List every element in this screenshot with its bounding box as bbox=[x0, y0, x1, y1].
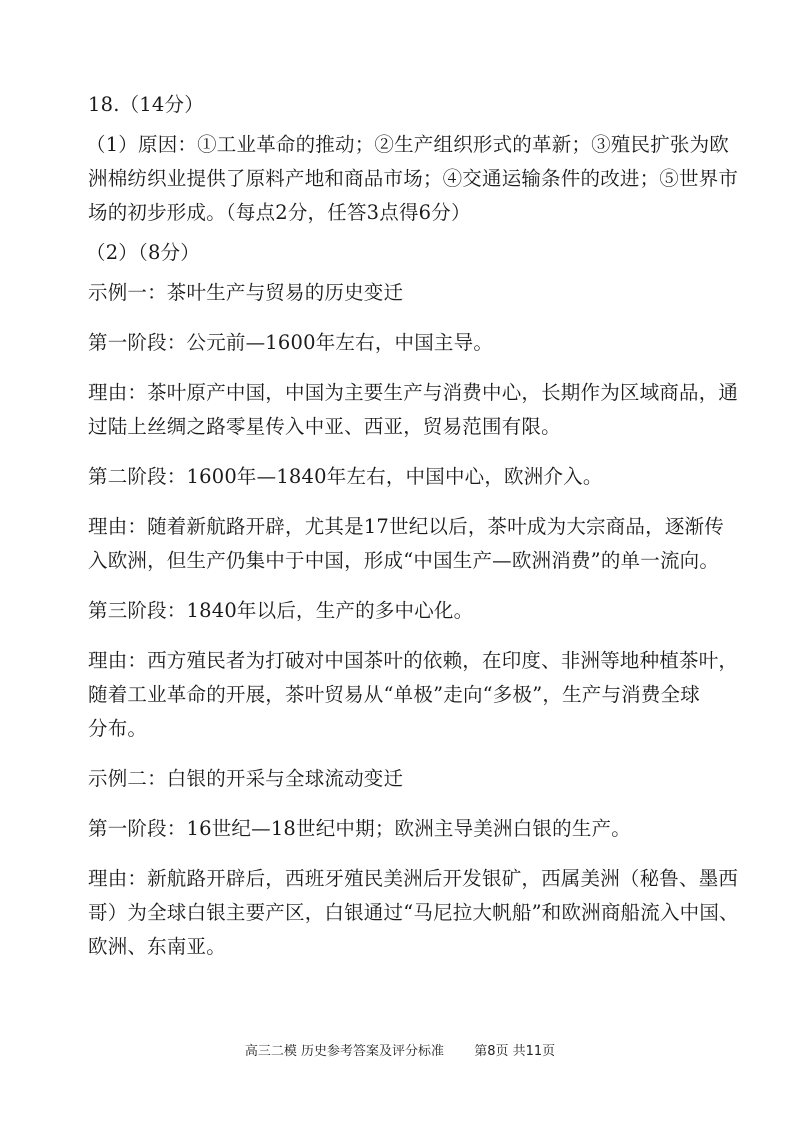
example1-stage2: 第二阶段：1600年—1840年左右，中国中心，欧洲介入。 bbox=[88, 465, 603, 488]
question-header: 18.（14分） bbox=[88, 93, 204, 116]
part2-header: （2）（8分） bbox=[86, 241, 200, 264]
page-footer bbox=[0, 1043, 800, 1061]
example2-reason1 bbox=[88, 862, 739, 964]
reason-line: 理由：西方殖民者为打破对中国茶叶的依赖，在印度、非洲等地种植茶叶， bbox=[88, 649, 739, 672]
reason-line: 欧洲、东南亚。 bbox=[88, 935, 226, 958]
example1-stage1: 第一阶段：公元前—1600年左右，中国主导。 bbox=[88, 331, 494, 354]
example1-title: 示例一：茶叶生产与贸易的历史变迁 bbox=[88, 281, 404, 304]
footer-page-number: 第8页 共11页 bbox=[474, 1044, 556, 1059]
answer-content bbox=[86, 88, 739, 964]
reason-line: 随着工业革命的开展，茶叶贸易从“单极”走向“多极”，生产与消费全球 bbox=[88, 683, 700, 706]
reason-line: 理由：新航路开辟后，西班牙殖民美洲后开发银矿，西属美洲（秘鲁、墨西 bbox=[88, 867, 739, 890]
example1-reason2 bbox=[88, 510, 728, 578]
reason-line: 理由：随着新航路开辟，尤其是17世纪以后，茶叶成为大宗商品，逐渐传 bbox=[88, 515, 724, 538]
part1-line: 洲棉纺织业提供了原料产地和商品市场；④交通运输条件的改进；⑤世界市 bbox=[88, 167, 739, 190]
example2-title: 示例二：白银的开采与全球流动变迁 bbox=[88, 767, 404, 790]
example2-stage1: 第一阶段：16世纪—18世纪中期；欧洲主导美洲白银的生产。 bbox=[88, 817, 631, 840]
reason-line: 入欧洲，但生产仍集中于中国，形成“中国生产—欧洲消费”的单一流向。 bbox=[88, 549, 720, 572]
footer-doc-title: 高三二模 历史参考答案及评分标准 bbox=[244, 1044, 444, 1059]
reason-line: 过陆上丝绸之路零星传入中亚、西亚，贸易范围有限。 bbox=[88, 415, 561, 438]
part1-line: （1）原因：①工业革命的推动；②生产组织形式的革新；③殖民扩张为欧 bbox=[86, 133, 730, 156]
reason-line: 哥）为全球白银主要产区，白银通过“马尼拉大帆船”和欧洲商船流入中国、 bbox=[88, 901, 739, 924]
example1-stage3: 第三阶段：1840年以后，生产的多中心化。 bbox=[88, 599, 474, 622]
part1-block bbox=[86, 128, 739, 230]
example1-reason3 bbox=[88, 644, 739, 746]
example1-reason1 bbox=[88, 376, 739, 444]
reason-line: 分布。 bbox=[88, 717, 148, 740]
part1-line: 场的初步形成。（每点2分，任答3点得6分） bbox=[88, 201, 471, 224]
reason-line: 理由：茶叶原产中国，中国为主要生产与消费中心，长期作为区域商品，通 bbox=[88, 381, 739, 404]
